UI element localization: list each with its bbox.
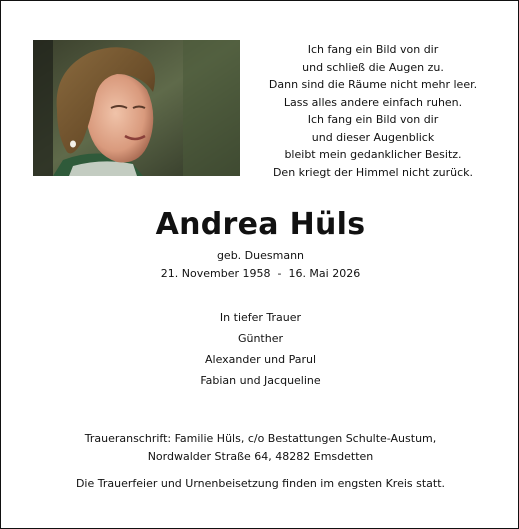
birth-name: geb. Duesmann (216, 249, 305, 262)
ceremony-note: Die Trauerfeier und Urnenbeisetzung finden im engsten Kreis statt. (75, 477, 446, 490)
mourner-name: Günther (237, 332, 284, 345)
portrait-image (33, 40, 240, 176)
life-dates: 21. November 1958 - 16. Mai 2026 (160, 267, 361, 280)
poem-line: Den kriegt der Himmel nicht zurück. (272, 165, 474, 179)
mourner-name: Fabian und Jacqueline (200, 374, 321, 387)
poem-line: Ich fang ein Bild von dir (307, 113, 439, 126)
deceased-name: Andrea Hüls (155, 207, 366, 242)
poem-line: bleibt mein gedanklicher Besitz. (284, 148, 462, 161)
poem-line: und dieser Augenblick (311, 130, 435, 144)
poem-line: Ich fang ein Bild von dir (307, 43, 439, 56)
address-line: Traueranschrift: Familie Hüls, c/o Bestattungen Schulte-Austum, (84, 432, 437, 445)
portrait-photo (33, 40, 240, 176)
mourners-intro: In tiefer Trauer (219, 311, 302, 324)
mourner-name: Alexander und Parul (205, 353, 316, 366)
poem-line: Dann sind die Räume nicht mehr leer. (268, 78, 478, 91)
mourners-list (1, 307, 519, 391)
mourning-address (1, 430, 519, 466)
poem (257, 41, 489, 181)
address-line: Nordwalder Straße 64, 48282 Emsdetten (147, 450, 374, 463)
poem-line: Lass alles andere einfach ruhen. (283, 95, 463, 109)
poem-line: und schließ die Augen zu. (302, 60, 444, 74)
